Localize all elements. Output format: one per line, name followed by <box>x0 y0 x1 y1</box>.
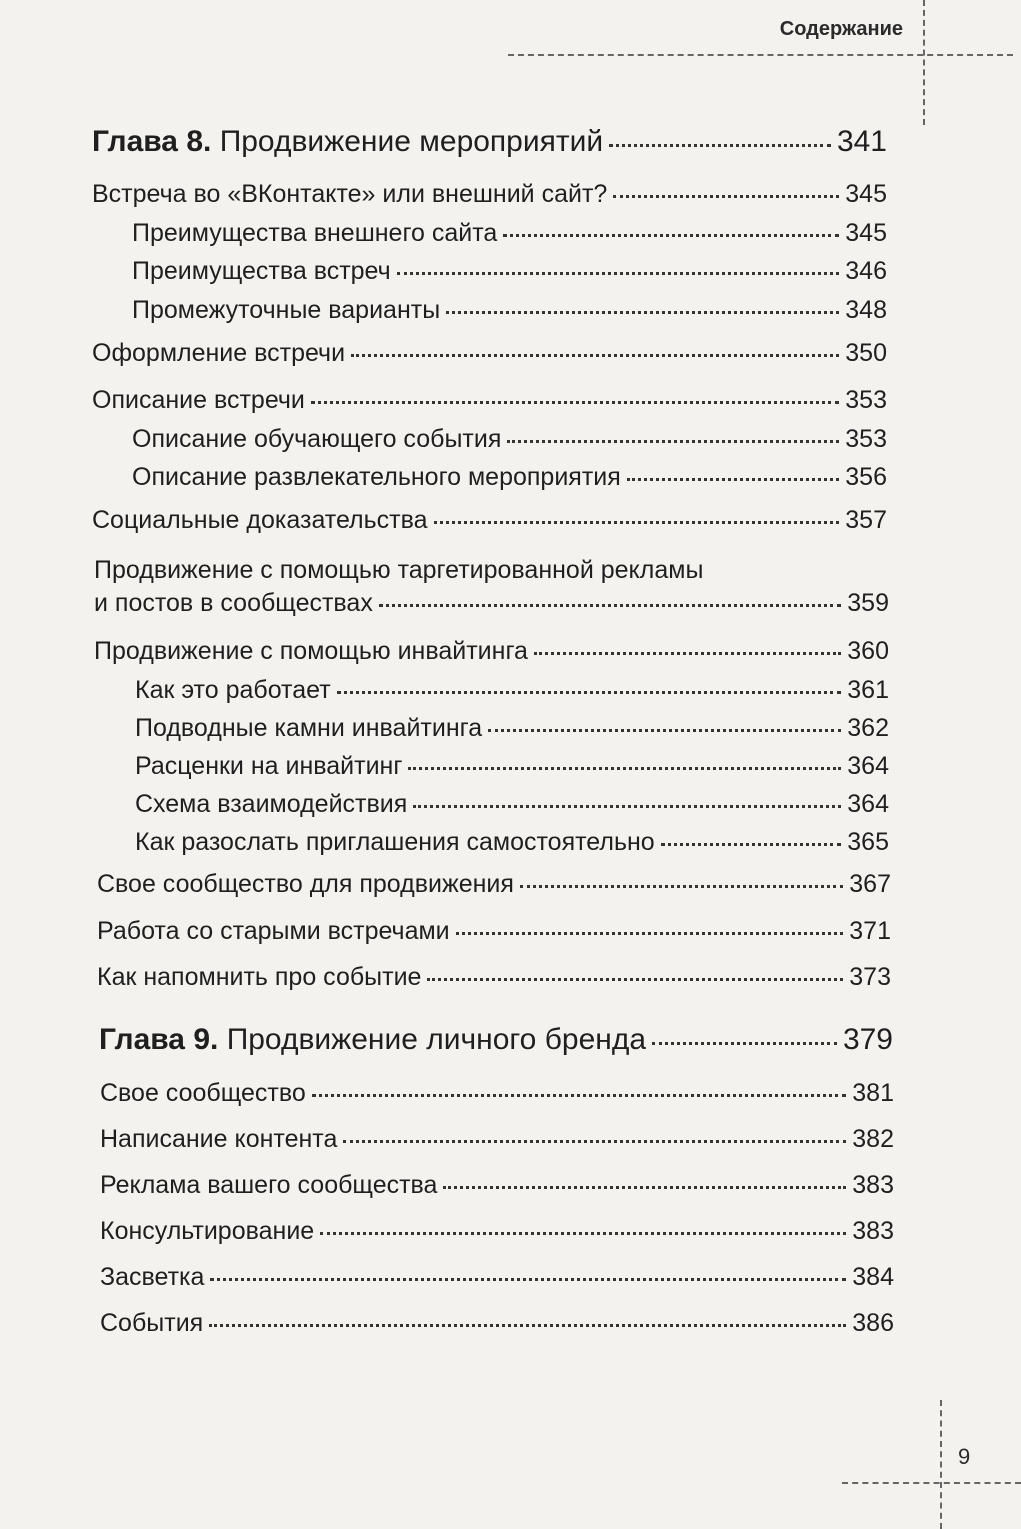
entry-title: и постов в сообществах <box>94 589 373 617</box>
page-ref: 382 <box>852 1125 894 1153</box>
dot-leader <box>661 843 842 846</box>
toc-subentry[interactable] <box>132 425 887 454</box>
dot-leader <box>503 234 839 237</box>
page-ref: 346 <box>845 257 887 285</box>
toc-entry[interactable] <box>100 1079 894 1108</box>
header-vertical-divider <box>923 0 925 125</box>
page-ref: 356 <box>845 463 887 491</box>
footer-divider <box>842 1482 1021 1484</box>
dot-leader <box>652 1042 837 1045</box>
dot-leader <box>210 1278 846 1281</box>
dot-leader <box>413 805 841 808</box>
toc-entry[interactable] <box>97 917 891 946</box>
page-ref: 353 <box>845 386 887 414</box>
toc-chapter-8[interactable] <box>92 125 887 159</box>
page-ref: 362 <box>847 714 889 742</box>
dot-leader <box>343 1140 846 1143</box>
toc-subentry[interactable] <box>135 790 889 819</box>
entry-title: Социальные доказательства <box>92 506 428 534</box>
entry-title: Описание обучающего события <box>132 425 502 453</box>
entry-title: Консультирование <box>100 1217 315 1245</box>
toc-subentry[interactable] <box>135 714 889 743</box>
dot-leader <box>379 604 841 607</box>
dot-leader <box>434 521 840 524</box>
entry-title: Как напомнить про событие <box>97 963 422 991</box>
dot-leader <box>337 691 842 694</box>
toc-chapter-9[interactable] <box>99 1023 893 1057</box>
page-ref: 365 <box>847 828 889 856</box>
page-number: 9 <box>958 1444 971 1469</box>
dot-leader <box>507 440 839 443</box>
entry-title: Описание встречи <box>92 386 305 414</box>
dot-leader <box>446 311 839 314</box>
dot-leader <box>408 767 841 770</box>
entry-title: Реклама вашего сообщества <box>100 1171 438 1199</box>
toc-entry[interactable] <box>92 386 887 415</box>
page-ref: 383 <box>852 1217 894 1245</box>
dot-leader <box>534 652 841 655</box>
page-ref: 359 <box>847 589 889 617</box>
page-ref: 348 <box>845 296 887 324</box>
page-ref: 379 <box>842 1023 893 1056</box>
entry-title: Расценки на инвайтинг <box>135 752 403 780</box>
toc-entry[interactable] <box>92 180 887 209</box>
toc-entry[interactable] <box>100 1217 894 1246</box>
toc-subentry[interactable] <box>132 296 887 325</box>
entry-title-line1: Продвижение с помощью таргетированной рекламы <box>94 556 704 584</box>
entry-title: Преимущества внешнего сайта <box>132 219 498 247</box>
footer-vertical-divider <box>940 1400 942 1529</box>
toc-subentry[interactable] <box>132 463 887 492</box>
toc-entry[interactable] <box>100 1125 894 1154</box>
page-ref: 364 <box>847 790 889 818</box>
dot-leader <box>351 354 839 357</box>
entry-title: Продвижение с помощью инвайтинга <box>94 637 528 665</box>
page-ref: 345 <box>845 219 887 247</box>
page-ref: 371 <box>849 917 891 945</box>
chapter-label: Глава 8. <box>92 125 212 158</box>
toc-entry[interactable] <box>100 1263 894 1292</box>
toc-entry[interactable] <box>92 506 887 535</box>
dot-leader <box>311 401 839 404</box>
toc-subentry[interactable] <box>135 828 889 857</box>
entry-title: Написание контента <box>100 1125 338 1153</box>
dot-leader <box>609 144 831 147</box>
page-ref: 386 <box>852 1309 894 1337</box>
entry-title: Промежуточные варианты <box>132 296 441 324</box>
toc-subentry[interactable] <box>135 676 889 705</box>
page-ref: 361 <box>847 676 889 704</box>
toc-entry[interactable] <box>100 1171 894 1200</box>
page-ref: 345 <box>845 180 887 208</box>
running-head: Содержание <box>779 18 903 40</box>
dot-leader <box>456 932 844 935</box>
page-ref: 381 <box>852 1079 894 1107</box>
dot-leader <box>443 1186 846 1189</box>
entry-title: Свое сообщество для продвижения <box>97 870 514 898</box>
dot-leader <box>397 272 840 275</box>
toc-entry[interactable] <box>97 870 891 899</box>
page-ref: 373 <box>849 963 891 991</box>
entry-title: Как разослать приглашения самостоятельно <box>135 828 655 856</box>
entry-title: Схема взаимодействия <box>135 790 408 818</box>
page-ref: 357 <box>845 506 887 534</box>
entry-title: Подводные камни инвайтинга <box>135 714 483 742</box>
page-ref: 383 <box>852 1171 894 1199</box>
page-ref: 367 <box>849 870 891 898</box>
dot-leader <box>613 195 839 198</box>
dot-leader <box>427 978 843 981</box>
dot-leader <box>312 1094 847 1097</box>
entry-title: Работа со старыми встречами <box>97 917 450 945</box>
dot-leader <box>627 478 839 481</box>
page-ref: 341 <box>836 125 887 158</box>
entry-title: Свое сообщество <box>100 1079 306 1107</box>
header-divider <box>508 54 1013 56</box>
page-ref: 364 <box>847 752 889 780</box>
chapter-title: Продвижение личного бренда <box>226 1023 647 1056</box>
toc-entry[interactable] <box>92 339 887 368</box>
chapter-title: Продвижение мероприятий <box>219 125 604 158</box>
toc-entry[interactable] <box>94 589 889 618</box>
entry-title: Описание развлекательного мероприятия <box>132 463 621 491</box>
toc-entry[interactable] <box>94 637 889 666</box>
entry-title: Встреча во «ВКонтакте» или внешний сайт? <box>92 180 608 208</box>
toc-entry[interactable] <box>97 963 891 992</box>
entry-title: События <box>100 1309 204 1337</box>
entry-title: Преимущества встреч <box>132 257 391 285</box>
dot-leader <box>520 885 843 888</box>
entry-title: Засветка <box>100 1263 205 1291</box>
dot-leader <box>209 1324 846 1327</box>
page-ref: 384 <box>852 1263 894 1291</box>
dot-leader <box>320 1232 846 1235</box>
dot-leader <box>488 729 841 732</box>
toc-subentry[interactable] <box>132 219 887 248</box>
toc-subentry[interactable] <box>132 257 887 286</box>
page-ref: 360 <box>847 637 889 665</box>
toc-subentry[interactable] <box>135 752 889 781</box>
toc-entry[interactable] <box>100 1309 894 1338</box>
entry-title: Оформление встречи <box>92 339 346 367</box>
entry-title: Как это работает <box>135 676 331 704</box>
page-ref: 353 <box>845 425 887 453</box>
page-ref: 350 <box>845 339 887 367</box>
chapter-label: Глава 9. <box>99 1023 219 1056</box>
